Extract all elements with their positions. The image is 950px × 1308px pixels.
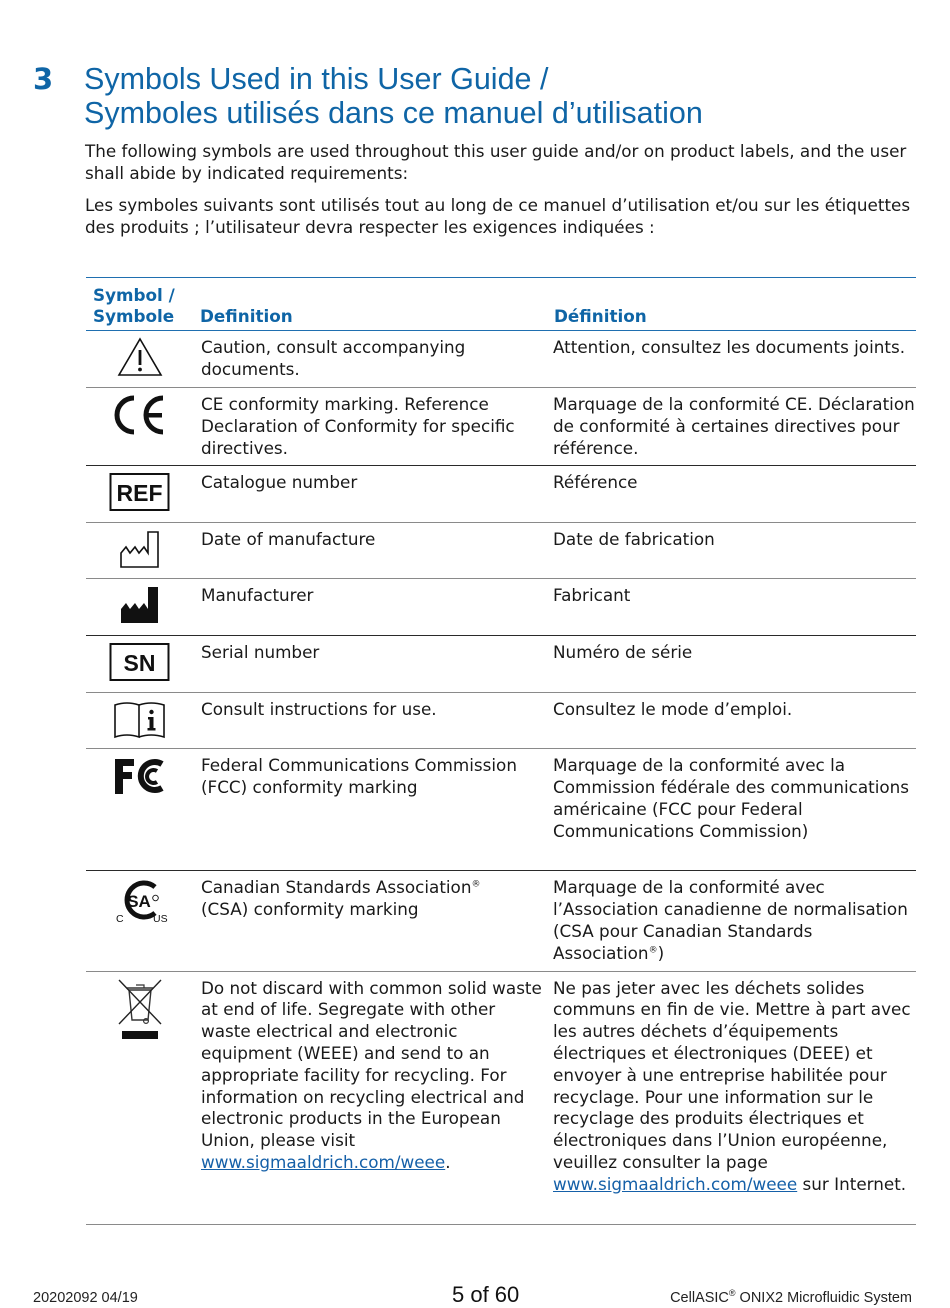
table-row [86, 971, 916, 1224]
definition-en: Federal Communications Commission (FCC) conformity marking [201, 755, 517, 798]
definition-en: Consult instructions for use. [201, 699, 437, 720]
caution-triangle-icon [86, 331, 193, 388]
definition-fr: Marquage de la conformité avec l’Association canadienne de normalisation (CSA pour Canadian Standards Association®) [553, 877, 908, 963]
definition-en: Date of manufacture [201, 529, 376, 550]
page-title [84, 62, 703, 130]
definition-fr: Ne pas jeter avec les déchets solides communs en fin de vie. Mettre à part avec les autres déchets d’équipements électriques et électroniques (DEEE) et envoyer à une entreprise habilitée pour recyclage. Pour une information sur le recyclage des produits électriques et électroniques dans l’Union européenne, veuillez consulter la page www.sigmaaldrich.com/weee sur Internet. [553, 977, 911, 1194]
footer-doc-code: 20202092 04/19 [33, 1290, 138, 1306]
weee-link-en[interactable]: www.sigmaaldrich.com/weee [201, 1151, 446, 1172]
section-number: 3 [33, 62, 54, 96]
definition-fr: Fabricant [553, 585, 631, 606]
weee-link-fr[interactable]: www.sigmaaldrich.com/weee [553, 1173, 798, 1194]
definition-fr: Numéro de série [553, 642, 693, 663]
svg-text:SA: SA [126, 892, 151, 912]
consult-instructions-icon [86, 693, 193, 749]
table-row [86, 466, 916, 523]
header-definition-en: Definition [200, 306, 293, 326]
header-symbol: Symbol / Symbole [93, 285, 175, 326]
ref-catalogue-icon [86, 466, 193, 523]
weee-crossed-bin-icon [86, 971, 193, 1224]
definition-en: Canadian Standards Association® (CSA) conformity marking [201, 877, 481, 920]
header-definition-fr: Définition [554, 306, 647, 326]
intro-english: The following symbols are used throughout this user guide and/or on product labels, and the user shall abide by indicated requirements: [85, 141, 907, 183]
csa-mark-icon [86, 871, 193, 971]
symbols-table [86, 277, 916, 1225]
table-row [86, 331, 916, 388]
table-row [86, 693, 916, 749]
svg-text:SN: SN [123, 650, 155, 677]
table-row [86, 579, 916, 636]
svg-text:US: US [152, 913, 168, 926]
manufacturer-icon [86, 579, 193, 636]
serial-number-icon [86, 636, 193, 693]
definition-en: Do not discard with common solid waste at end of life. Segregate with other waste electrical and electronic equipment (WEEE) and send to an appropriate facility for recycling. For information on recycling electrical and electronic products in the European Union, please visit www.sigmaaldrich.com/weee. [201, 977, 542, 1172]
table-row [86, 871, 916, 971]
table-row [86, 523, 916, 579]
definition-en: CE conformity marking. Reference Declaration of Conformity for specific directives. [201, 394, 515, 458]
table-header-row [86, 278, 916, 331]
definition-fr: Marquage de la conformité CE. Déclaration de conformité à certaines directives pour référence. [553, 394, 915, 458]
svg-text:C: C [115, 913, 124, 926]
svg-text:REF: REF [116, 480, 162, 507]
footer-page-number: 5 of 60 [452, 1282, 520, 1307]
intro-french: Les symboles suivants sont utilisés tout au long de ce manuel d’utilisation et/ou sur les étiquettes des produits ; l’utilisateur devra respecter les exigences indiquées : [85, 195, 911, 237]
title-french: Symboles utilisés dans ce manuel d’utilisation [84, 96, 703, 130]
definition-fr: Date de fabrication [553, 529, 715, 550]
definition-en: Caution, consult accompanying documents. [201, 337, 466, 379]
definition-fr: Marquage de la conformité avec la Commission fédérale des communications américaine (FCC pour Federal Communications Commission) [553, 755, 910, 841]
definition-en: Manufacturer [201, 585, 314, 606]
definition-fr: Référence [553, 472, 638, 493]
date-of-manufacture-icon [86, 523, 193, 579]
footer-product-name: CellASIC® ONIX2 Microfluidic System [670, 1288, 912, 1306]
ce-mark-icon [86, 388, 193, 466]
definition-en: Catalogue number [201, 472, 358, 493]
title-english: Symbols Used in this User Guide / [84, 62, 549, 96]
fcc-mark-icon [86, 749, 193, 871]
table-row [86, 388, 916, 466]
definition-en: Serial number [201, 642, 320, 663]
definition-fr: Attention, consultez les documents joints. [553, 337, 906, 357]
table-row [86, 749, 916, 871]
table-row [86, 636, 916, 693]
definition-fr: Consultez le mode d’emploi. [553, 699, 793, 720]
